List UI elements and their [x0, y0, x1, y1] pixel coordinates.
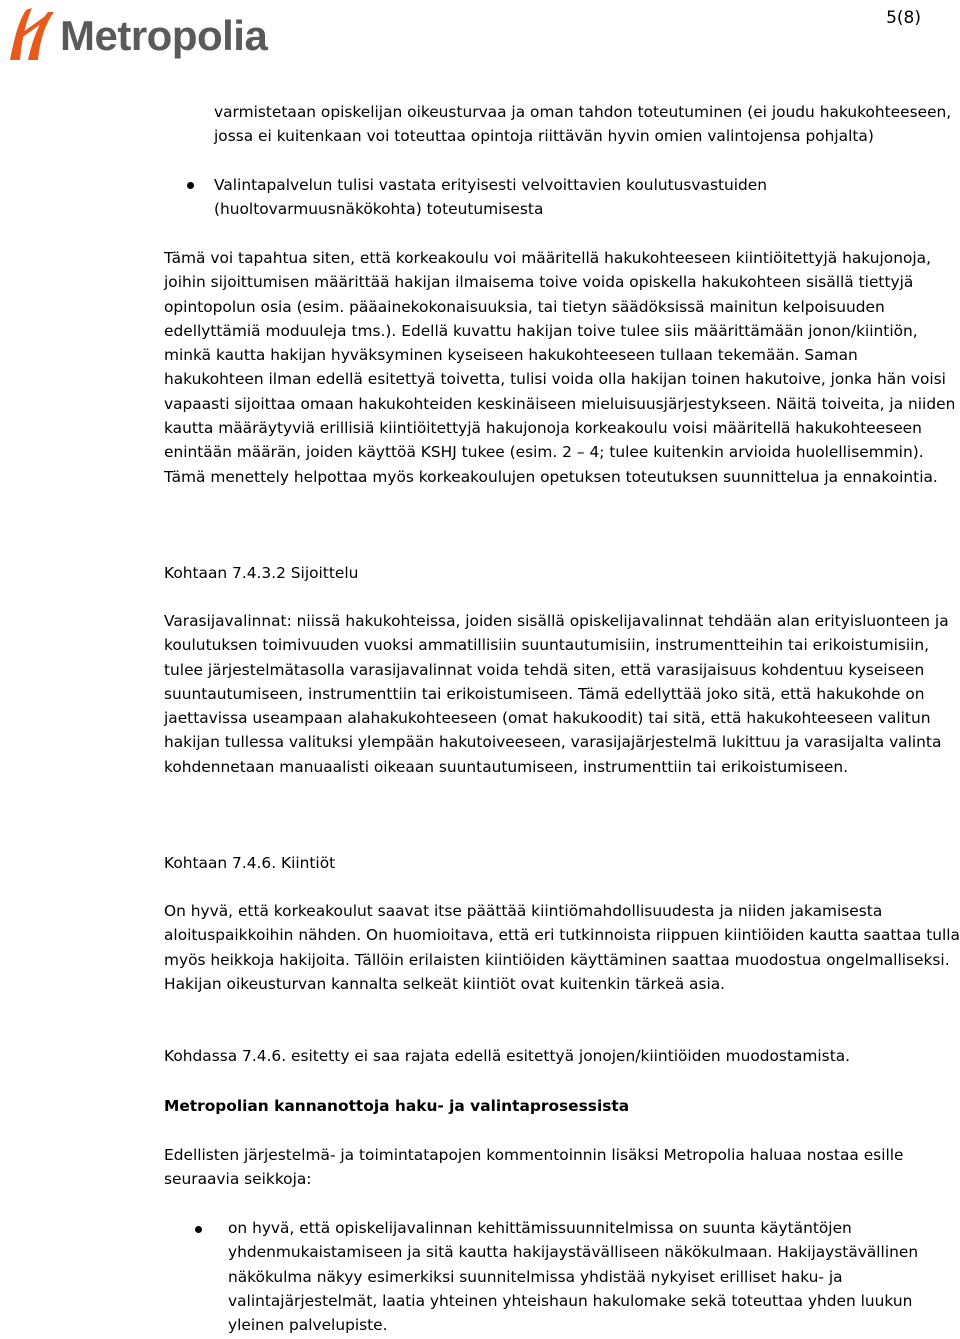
paragraph [164, 246, 960, 489]
section-heading-bold [164, 1094, 960, 1118]
metropolia-logo-mark-icon [6, 4, 62, 64]
paragraph-text: Varasijavalinnat: niissä hakukohteissa, joiden sisällä opiskelijavalinnat tehdään alan erityisluonteen ja koulutuksen toimivuuden vuoksi ammatillisiin suuntautumisiin, instrumentteihin tai erikoistumisiin, tulee järjestelmätasolla varasijavalinnat voida tehdä siten, että varasijaisuus kohdentuu kyseiseen suuntautumiseen, instrumenttiin tai erikoistumiseen. Tämä edellyttää joko sitä, että hakukohde on jaettavissa useampaan alahakukohteeseen (omat hakukoodit) tai sitä, että hakukohteeseen valitun hakijan tullessa valituksi ylempään hakutoiveeseen, varasijajärjestelmä lukittuu ja varasijalta valinta kohdennetaan manuaalisti oikeaan suuntautumiseen, instrumenttiin tai erikoistumiseen. [164, 612, 949, 776]
section-heading-text: Kohtaan 7.4.3.2 Sijoittelu [164, 564, 359, 582]
paragraph [164, 899, 960, 996]
section-heading [164, 561, 960, 585]
list-item-continuation [214, 100, 960, 149]
list-item [228, 1216, 960, 1337]
paragraph-text: Edellisten järjestelmä- ja toimintatapojen kommentoinnin lisäksi Metropolia haluaa nostaa esille seuraavia seikkoja: [164, 1146, 904, 1189]
paragraph [164, 609, 960, 779]
paragraph-text: Tämä voi tapahtua siten, että korkeakoulu voi määritellä hakukohteeseen kiintiöitettyjä hakujonoja, joihin sijoittumisen määrittää hakijan ilmaisema toive voida opiskella hakukohteen sisällä tiettyjä opintopolun osia (esim. pääainekokonaisuuksia, tai tietyn säädöksissä mainitun kelpoisuuden edellyttämiä moduuleja tms.). Edellä kuvattu hakijan toive tulee siis määrittämään jonon/kiintiön, minkä kautta hakijan hyväksyminen kyseiseen hakukohteeseen tullaan tekemään. Saman hakukohteen ilman edellä esitettyä toivetta, tulisi voida olla hakijan toinen hakutoive, jonka hän voisi vapaasti sijoittaa omaan hakukohteiden keskinäiseen mieluisuusjärjestykseen. Näitä toiveita, ja niiden kautta määräytyviä erillisiä kiintiöitettyjä hakujonoja korkeakoulu voisi määritellä hakukohteeseen enintään määrän, joiden käyttöä KSHJ tukee (esim. 2 – 4; tulee kuitenkin arvioida huolellisemmin). Tämä menettely helpottaa myös korkeakoulujen opetuksen toteutuksen suunnittelua ja ennakointia. [164, 249, 956, 486]
section-heading-text: Metropolian kannanottoja haku- ja valintaprosessista [164, 1097, 630, 1115]
page-number: 5(8) [886, 8, 921, 28]
section-heading [164, 851, 960, 875]
list-item-text: Valintapalvelun tulisi vastata erityisesti velvoittavien koulutusvastuiden (huoltovarmuusnäkökohta) toteutumisesta [214, 176, 768, 219]
bullet-icon [187, 182, 194, 189]
list-item-text: on hyvä, että opiskelijavalinnan kehittämissuunnitelmissa on suunta käytäntöjen yhdenmukaistamiseen ja sitä kautta hakijaystävälliseen näkökulmaan. Hakijaystävällinen näkökulma näkyy esimerkiksi suunnitelmissa yhdistää nykyiset erilliset haku- ja valintajärjestelmät, laatia yhteinen yhteishaun hakulomake sekä toteuttaa yhden luukun yleinen palvelupiste. [228, 1219, 919, 1335]
paragraph-text: Kohdassa 7.4.6. esitetty ei saa rajata edellä esitettyä jonojen/kiintiöiden muodostamista. [164, 1047, 851, 1065]
list-item-text: varmistetaan opiskelijan oikeusturvaa ja oman tahdon toteutuminen (ei joudu hakukohteeseen, jossa ei kuitenkaan voi toteuttaa opintoja riittävän hyvin omien valintojensa pohjalta) [214, 103, 952, 146]
paragraph [164, 1143, 960, 1192]
bullet-icon [195, 1226, 202, 1233]
paragraph [164, 1044, 960, 1068]
metropolia-logo [6, 4, 268, 64]
logo-text: Metropolia [60, 12, 268, 59]
section-heading-text: Kohtaan 7.4.6. Kiintiöt [164, 854, 336, 872]
list-item [214, 173, 960, 222]
paragraph-text: On hyvä, että korkeakoulut saavat itse päättää kiintiömahdollisuudesta ja niiden jakamisesta aloituspaikkoihin nähden. On huomioitava, että eri tutkinnoista riippuen kiintiöiden kautta saattaa tulla myös heikkoja hakijoita. Tällöin erilaisten kiintiöiden käyttäminen saattaa muodostua ongelmalliseksi. Hakijan oikeusturvan kannalta selkeät kiintiöt ovat kuitenkin tärkeä asia. [164, 902, 960, 993]
